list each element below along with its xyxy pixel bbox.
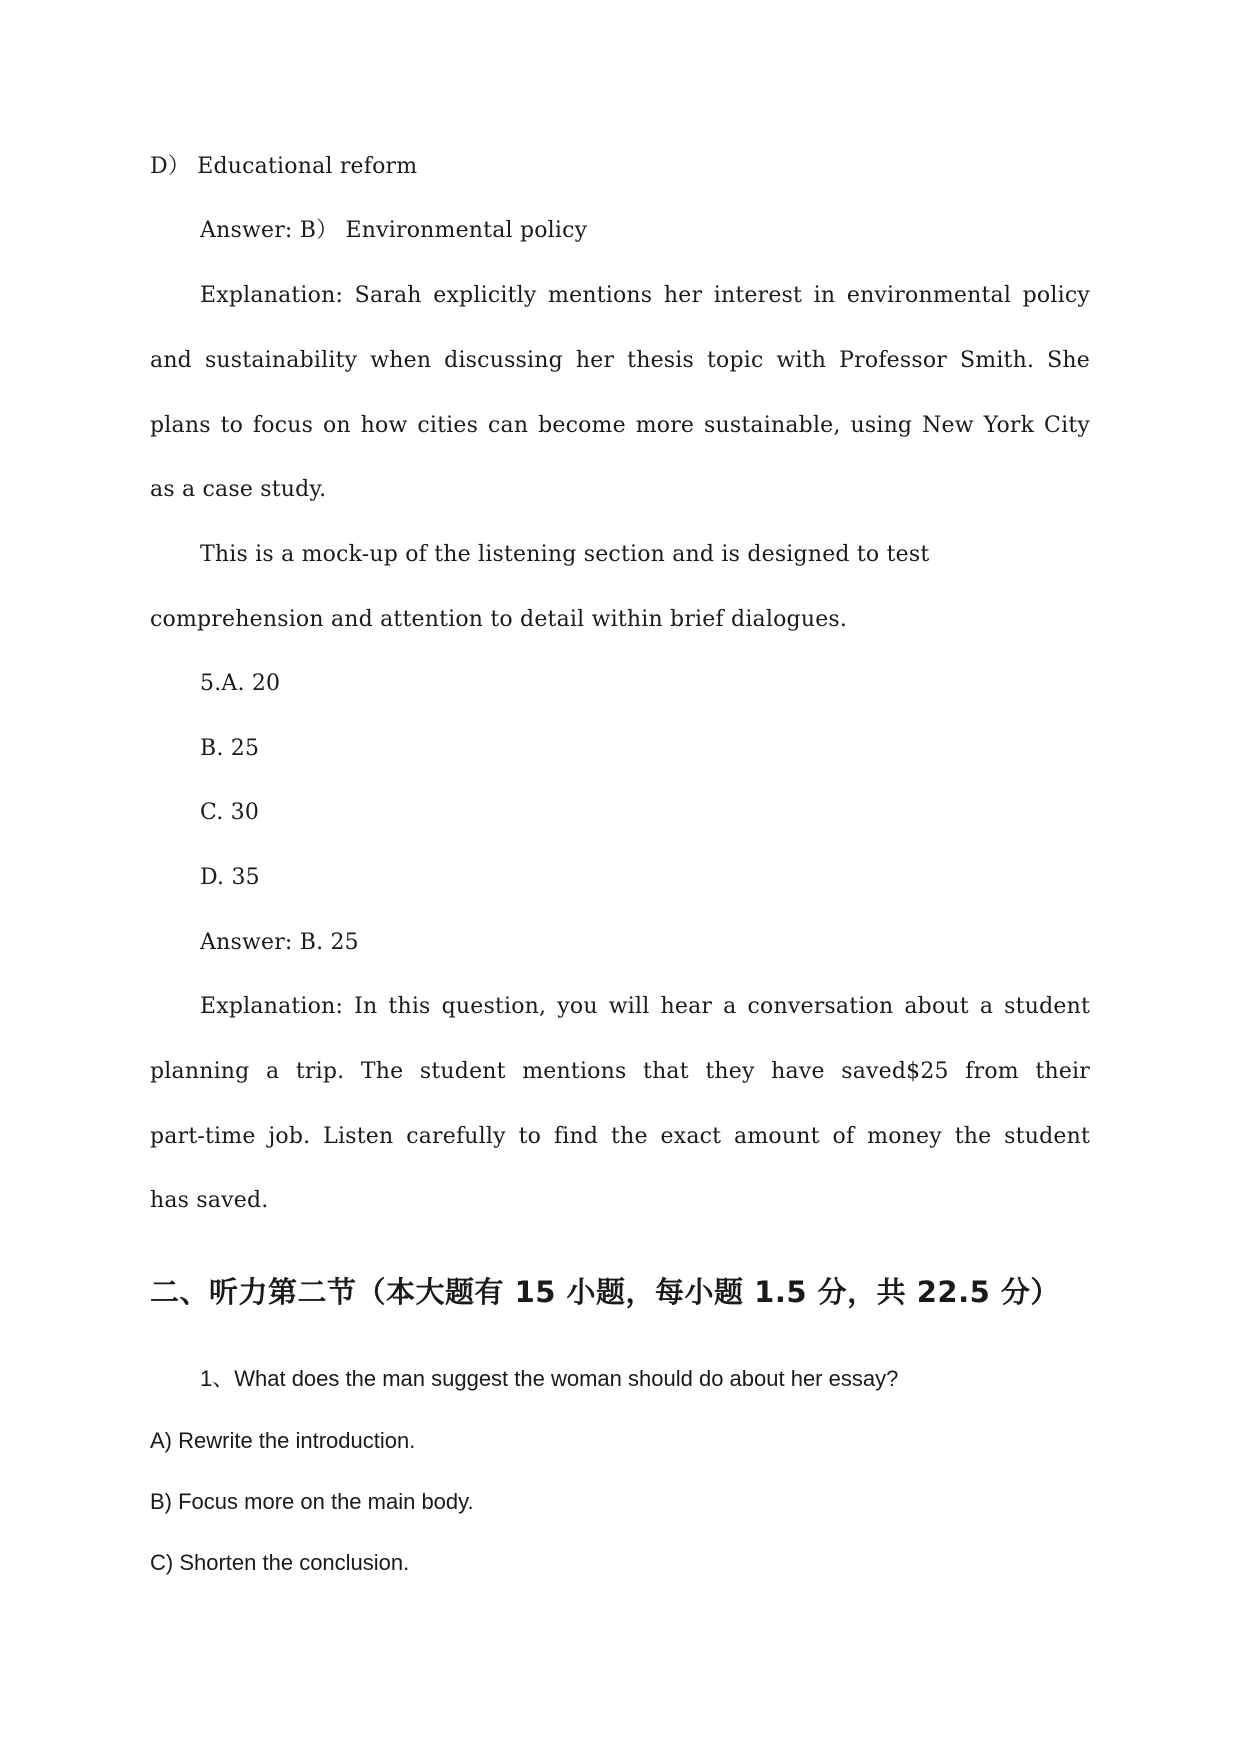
note-line-1: This is a mock-up of the listening section and is designed to test	[200, 542, 930, 567]
answer-environmental-policy: Answer: B） Environmental policy	[200, 218, 588, 243]
note-line-2: comprehension and attention to detail within brief dialogues.	[150, 607, 848, 632]
section2-option-b: B) Focus more on the main body.	[150, 1489, 474, 1514]
question5-answer: Answer: B. 25	[200, 930, 359, 955]
question5-explanation-line-1: Explanation: In this question, you will hear a conversation about a student	[200, 994, 1090, 1019]
explanation-line-4: as a case study.	[150, 477, 327, 502]
section2-option-c: C) Shorten the conclusion.	[150, 1550, 410, 1575]
question5-option-d: D. 35	[200, 865, 260, 890]
question5-explanation-line-2: planning a trip. The student mentions that they have saved$25 from their	[150, 1059, 1090, 1084]
option-d-educational-reform: D） Educational reform	[150, 154, 418, 179]
explanation-line-1: Explanation: Sarah explicitly mentions her interest in environmental policy	[200, 283, 1090, 308]
question5-option-a: 5.A. 20	[200, 671, 281, 696]
question5-explanation-line-3: part-time job. Listen carefully to find the exact amount of money the student	[150, 1124, 1090, 1149]
explanation-line-3: plans to focus on how cities can become more sustainable, using New York City	[150, 413, 1090, 438]
question5-option-c: C. 30	[200, 800, 260, 825]
section2-option-a: A) Rewrite the introduction.	[150, 1428, 416, 1453]
question5-option-b: B. 25	[200, 736, 260, 761]
explanation-line-2: and sustainability when discussing her thesis topic with Professor Smith. She	[150, 348, 1090, 373]
question5-explanation-line-4: has saved.	[150, 1188, 269, 1213]
section2-heading: 二、听力第二节（本大题有 15 小题，每小题 1.5 分，共 22.5 分）	[150, 1275, 1060, 1309]
section2-question-1: 1、What does the man suggest the woman should do about her essay?	[200, 1366, 899, 1391]
